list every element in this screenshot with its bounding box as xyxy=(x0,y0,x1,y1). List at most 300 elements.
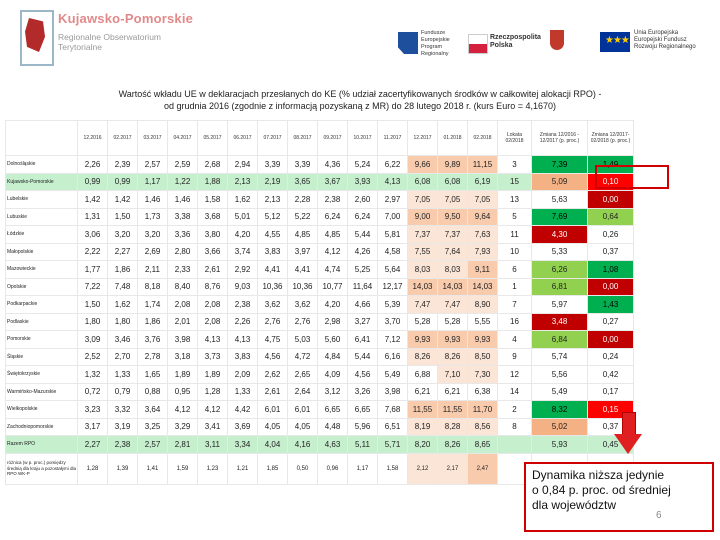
table-cell: 6,26 xyxy=(532,261,588,279)
table-cell: 2,27 xyxy=(108,243,138,261)
table-cell: 7,69 xyxy=(532,208,588,226)
table-cell: 2,38 xyxy=(228,296,258,314)
logo-subtitle xyxy=(58,32,188,52)
table-row xyxy=(6,348,634,366)
table-cell: 5,39 xyxy=(378,296,408,314)
table-header-col: Zmiana 12/2017-02/2018 (p. proc.) xyxy=(588,121,634,156)
table-cell: 3,39 xyxy=(258,156,288,174)
table-cell: 3,09 xyxy=(78,331,108,349)
table-cell: 2,09 xyxy=(228,366,258,384)
table-cell: 0,00 xyxy=(588,278,634,296)
table-cell: 0,88 xyxy=(138,383,168,401)
table-cell: 5,33 xyxy=(532,243,588,261)
table-cell: 1,31 xyxy=(78,208,108,226)
table-header-col: 02.2018 xyxy=(468,121,498,156)
table-cell: 5,11 xyxy=(348,436,378,454)
table-cell: 1,32 xyxy=(78,366,108,384)
eu-funds-line2: Europejskie xyxy=(421,37,450,43)
row-name: Opolskie xyxy=(6,278,78,296)
table-cell: 3,62 xyxy=(258,296,288,314)
table-cell: 4,05 xyxy=(288,418,318,436)
row-name: Dolnośląskie xyxy=(6,156,78,174)
footer-cell: 1,58 xyxy=(378,453,408,484)
region-crest-icon xyxy=(550,30,564,50)
table-cell: 8,26 xyxy=(438,348,468,366)
table-header-col: 04.2017 xyxy=(168,121,198,156)
table-row xyxy=(6,401,634,419)
table-cell: 2,08 xyxy=(168,296,198,314)
table-cell: 15 xyxy=(498,173,532,191)
table-cell: 6,19 xyxy=(468,173,498,191)
table-cell: 1,46 xyxy=(138,191,168,209)
row-name: Łódzkie xyxy=(6,226,78,244)
arrow-down-icon xyxy=(614,412,642,454)
table-cell: 3,29 xyxy=(168,418,198,436)
table-cell: 16 xyxy=(498,313,532,331)
table-cell: 5,02 xyxy=(532,418,588,436)
table-cell: 3,93 xyxy=(348,173,378,191)
table-cell: 8,26 xyxy=(438,436,468,454)
table-cell: 7,47 xyxy=(438,296,468,314)
table-cell: 2,92 xyxy=(228,261,258,279)
table-cell: 4,13 xyxy=(228,331,258,349)
table-cell: 2,19 xyxy=(258,173,288,191)
table-cell: 4,41 xyxy=(258,261,288,279)
data-table xyxy=(5,120,634,485)
table-cell: 5,64 xyxy=(378,261,408,279)
table-cell: 6 xyxy=(498,261,532,279)
table-cell: 2,78 xyxy=(138,348,168,366)
table-cell: 2,81 xyxy=(168,436,198,454)
polish-flag-icon xyxy=(468,34,488,54)
table-cell: 8,26 xyxy=(408,348,438,366)
table-cell: 2,64 xyxy=(288,383,318,401)
row-name: Zachodniopomorskie xyxy=(6,418,78,436)
table-cell: 7,68 xyxy=(378,401,408,419)
table-cell: 3,65 xyxy=(288,173,318,191)
table-cell: 2,08 xyxy=(198,313,228,331)
row-name: Małopolskie xyxy=(6,243,78,261)
table-cell: 4,26 xyxy=(348,243,378,261)
table-cell: 8,28 xyxy=(438,418,468,436)
table-cell: 3,48 xyxy=(532,313,588,331)
table-cell: 3,62 xyxy=(288,296,318,314)
table-cell: 5 xyxy=(498,208,532,226)
table-header-col: 09.2017 xyxy=(318,121,348,156)
table-row xyxy=(6,208,634,226)
footer-cell: 0,96 xyxy=(318,453,348,484)
table-cell: 8,03 xyxy=(438,261,468,279)
footer-cell: 1,59 xyxy=(168,453,198,484)
table-cell: 5,97 xyxy=(532,296,588,314)
table-cell: 4,12 xyxy=(318,243,348,261)
footer-cell: 0,50 xyxy=(288,453,318,484)
table-cell: 6,24 xyxy=(348,208,378,226)
eu-funds-logo xyxy=(398,30,460,58)
table-cell: 5,44 xyxy=(348,348,378,366)
table-cell: 8,40 xyxy=(168,278,198,296)
table-cell: 2,27 xyxy=(78,436,108,454)
table-cell: 4,72 xyxy=(288,348,318,366)
table-cell: 7,64 xyxy=(438,243,468,261)
table-cell: 11 xyxy=(498,226,532,244)
table-cell: 10,77 xyxy=(318,278,348,296)
eu-logo xyxy=(600,30,710,58)
table-cell: 1,50 xyxy=(78,296,108,314)
table-cell: 2 xyxy=(498,401,532,419)
table-cell: 14,03 xyxy=(408,278,438,296)
table-cell: 3,32 xyxy=(108,401,138,419)
table-cell: 0,99 xyxy=(108,173,138,191)
table-cell: 0,24 xyxy=(588,348,634,366)
note-line3: dla województw xyxy=(532,498,617,512)
table-cell: 3,68 xyxy=(198,208,228,226)
table-row xyxy=(6,331,634,349)
table-cell: 3 xyxy=(498,156,532,174)
row-name: Śląskie xyxy=(6,348,78,366)
table-cell: 0,27 xyxy=(588,313,634,331)
table-cell: 5,60 xyxy=(318,331,348,349)
table-cell: 1,86 xyxy=(108,261,138,279)
table-cell: 6,08 xyxy=(408,173,438,191)
table-cell: 9,50 xyxy=(438,208,468,226)
table-cell: 4,36 xyxy=(318,156,348,174)
table-cell: 10,36 xyxy=(288,278,318,296)
table-header-col: 03.2017 xyxy=(138,121,168,156)
table-cell: 12,17 xyxy=(378,278,408,296)
table-cell: 3,66 xyxy=(198,243,228,261)
table-cell: 2,69 xyxy=(138,243,168,261)
table-cell: 7,37 xyxy=(408,226,438,244)
table-cell: 5,28 xyxy=(438,313,468,331)
table-cell: 1,28 xyxy=(198,383,228,401)
table-cell: 7,37 xyxy=(438,226,468,244)
table-cell: 3,27 xyxy=(348,313,378,331)
table-header-name xyxy=(6,121,78,156)
table-cell: 5,49 xyxy=(378,366,408,384)
table-cell: 2,08 xyxy=(198,296,228,314)
table-cell: 7,12 xyxy=(378,331,408,349)
eu-funds-line3: Program Regionalny xyxy=(421,44,449,57)
table-cell: 4,13 xyxy=(198,331,228,349)
table-cell: 3,69 xyxy=(228,418,258,436)
table-cell: 2,70 xyxy=(108,348,138,366)
table-cell: 4,12 xyxy=(168,401,198,419)
table-cell: 6,84 xyxy=(532,331,588,349)
page-number: 6 xyxy=(656,510,662,521)
table-cell: 4,13 xyxy=(378,173,408,191)
eu-funds-line1: Fundusze xyxy=(421,30,446,36)
table-cell: 6,24 xyxy=(318,208,348,226)
table-cell: 3,70 xyxy=(378,313,408,331)
table-cell: 3,67 xyxy=(318,173,348,191)
table-cell: 1,89 xyxy=(198,366,228,384)
footer-cell: 1,21 xyxy=(228,453,258,484)
table-cell: 0,00 xyxy=(588,331,634,349)
table-cell: 1,80 xyxy=(78,313,108,331)
table-cell: 0,42 xyxy=(588,366,634,384)
table-cell: 7,39 xyxy=(532,156,588,174)
table-cell: 2,80 xyxy=(168,243,198,261)
table-cell: 4,12 xyxy=(198,401,228,419)
table-row xyxy=(6,313,634,331)
table-cell: 2,61 xyxy=(198,261,228,279)
table-cell: 9,93 xyxy=(438,331,468,349)
table-cell: 1,43 xyxy=(588,296,634,314)
table-cell: 4,56 xyxy=(348,366,378,384)
table-cell: 2,38 xyxy=(108,436,138,454)
logo-title: Kujawsko-Pomorskie xyxy=(58,11,194,26)
table-cell: 6,16 xyxy=(378,348,408,366)
table-cell: 1,46 xyxy=(168,191,198,209)
table-cell: 9,11 xyxy=(468,261,498,279)
table-cell: 4,55 xyxy=(258,226,288,244)
table-cell: 5,01 xyxy=(228,208,258,226)
table-cell: 9,00 xyxy=(408,208,438,226)
table-cell: 5,25 xyxy=(348,261,378,279)
table-header-col: 10.2017 xyxy=(348,121,378,156)
table-cell: 7,48 xyxy=(108,278,138,296)
eu-stars: ★★★ xyxy=(605,35,629,46)
table-cell: 2,98 xyxy=(318,313,348,331)
table-cell: 8,32 xyxy=(532,401,588,419)
table-cell: 11,15 xyxy=(468,156,498,174)
table-cell: 2,76 xyxy=(288,313,318,331)
table-cell: 2,62 xyxy=(258,366,288,384)
table-cell: 0,10 xyxy=(588,173,634,191)
table-cell: 14,03 xyxy=(438,278,468,296)
table-cell: 1,77 xyxy=(78,261,108,279)
table-cell: 1,88 xyxy=(198,173,228,191)
footer-cell: 1,23 xyxy=(198,453,228,484)
table-cell: 11,55 xyxy=(408,401,438,419)
table-cell: 9 xyxy=(498,348,532,366)
table-cell: 3,34 xyxy=(228,436,258,454)
table-cell: 2,01 xyxy=(168,313,198,331)
table-cell: 1,50 xyxy=(108,208,138,226)
table-header-col: 12.2016 xyxy=(78,121,108,156)
table-cell: 4,16 xyxy=(288,436,318,454)
eu-flag-icon xyxy=(600,32,630,52)
table-cell: 4,66 xyxy=(348,296,378,314)
table-cell: 2,13 xyxy=(258,191,288,209)
table-cell: 3,18 xyxy=(168,348,198,366)
table-cell: 0,15 xyxy=(588,401,634,419)
table-cell: 6,01 xyxy=(288,401,318,419)
table-cell: 4 xyxy=(498,331,532,349)
note-line2: o 0,84 p. proc. od średniej xyxy=(532,483,671,497)
ue-line3: Rozwoju Regionalnego xyxy=(634,44,696,50)
table-cell: 6,38 xyxy=(468,383,498,401)
table-cell: 11,55 xyxy=(438,401,468,419)
page-title xyxy=(30,88,690,112)
header xyxy=(0,0,720,78)
table-cell: 3,83 xyxy=(258,243,288,261)
table-cell: 3,25 xyxy=(138,418,168,436)
table-cell: 2,26 xyxy=(78,156,108,174)
table-cell: 2,57 xyxy=(138,156,168,174)
table-cell: 3,19 xyxy=(108,418,138,436)
table-cell: 3,20 xyxy=(138,226,168,244)
table-cell: 14 xyxy=(498,383,532,401)
table-cell: 5,28 xyxy=(408,313,438,331)
table-cell: 5,74 xyxy=(532,348,588,366)
table-cell: 5,63 xyxy=(532,191,588,209)
table-cell: 1,33 xyxy=(108,366,138,384)
table-cell: 2,11 xyxy=(138,261,168,279)
table-cell: 4,74 xyxy=(318,261,348,279)
footer-cell: 2,47 xyxy=(468,453,498,484)
table-cell: 7,22 xyxy=(78,278,108,296)
table-cell: 6,88 xyxy=(408,366,438,384)
table-cell: 3,76 xyxy=(138,331,168,349)
table-cell: 7,63 xyxy=(468,226,498,244)
table-cell: 2,22 xyxy=(78,243,108,261)
table-cell: 7,00 xyxy=(378,208,408,226)
table-cell: 4,41 xyxy=(288,261,318,279)
table-cell: 5,44 xyxy=(348,226,378,244)
table-cell: 2,13 xyxy=(228,173,258,191)
table-cell: 11,64 xyxy=(348,278,378,296)
table-cell: 2,65 xyxy=(288,366,318,384)
table-cell xyxy=(498,436,532,454)
footer-row-name: różnica (w p. proc.) pomiędzy średnią dla kraju a pozostałymi dla RPO WK-P xyxy=(6,453,78,484)
table-cell: 3,11 xyxy=(198,436,228,454)
table-cell: 1,65 xyxy=(138,366,168,384)
table-cell: 5,03 xyxy=(288,331,318,349)
row-name: Lubuskie xyxy=(6,208,78,226)
table-cell: 3,39 xyxy=(288,156,318,174)
note-line1: Dynamika niższa jedynie xyxy=(532,468,665,482)
row-name: Warmińsko-Mazurskie xyxy=(6,383,78,401)
table-cell: 4,04 xyxy=(258,436,288,454)
table-cell: 2,26 xyxy=(228,313,258,331)
table-cell: 1,73 xyxy=(138,208,168,226)
table-cell: 3,20 xyxy=(108,226,138,244)
table-cell: 2,38 xyxy=(318,191,348,209)
table-body xyxy=(6,156,634,485)
logo-sub-line1: Regionalne Obserwatorium xyxy=(58,32,161,42)
highlight-box xyxy=(595,165,669,189)
table-cell: 1,86 xyxy=(138,313,168,331)
table-cell: 6,21 xyxy=(408,383,438,401)
table-cell: 1,80 xyxy=(108,313,138,331)
eu-funds-icon xyxy=(398,32,418,54)
table-cell: 2,94 xyxy=(228,156,258,174)
table-cell: 3,06 xyxy=(78,226,108,244)
table-row xyxy=(6,261,634,279)
table-cell: 6,22 xyxy=(378,156,408,174)
note-callout xyxy=(524,462,714,532)
table-cell: 2,68 xyxy=(198,156,228,174)
table-cell: 6,51 xyxy=(378,418,408,436)
table-header-col: 05.2017 xyxy=(198,121,228,156)
table-cell: 1,49 xyxy=(588,156,634,174)
table-cell: 5,71 xyxy=(378,436,408,454)
table-cell: 8,65 xyxy=(468,436,498,454)
table-header-col: 12.2017 xyxy=(408,121,438,156)
table-cell: 8,90 xyxy=(468,296,498,314)
table-cell: 1,22 xyxy=(168,173,198,191)
footer-cell: 1,85 xyxy=(258,453,288,484)
table-cell: 6,65 xyxy=(318,401,348,419)
row-name: Świętokrzyskie xyxy=(6,366,78,384)
ue-line1: Unia Europejska xyxy=(634,30,679,36)
table-cell: 5,09 xyxy=(532,173,588,191)
table-cell: 3,23 xyxy=(78,401,108,419)
footer-cell: 2,12 xyxy=(408,453,438,484)
table-cell: 4,05 xyxy=(258,418,288,436)
table-cell: 1,33 xyxy=(228,383,258,401)
table-cell: 8,19 xyxy=(408,418,438,436)
footer-cell: 1,28 xyxy=(78,453,108,484)
table-cell: 1,08 xyxy=(588,261,634,279)
table-cell: 8 xyxy=(498,418,532,436)
title-line1: Wartość wkładu UE w deklaracjach przesłanych do KE (% udział zacertyfikowanych środków w całkowitej alokacji RPO) - xyxy=(118,89,602,99)
table-cell: 1,62 xyxy=(228,191,258,209)
table-header-col: 02.2017 xyxy=(108,121,138,156)
table-row xyxy=(6,191,634,209)
table-cell: 4,20 xyxy=(228,226,258,244)
table-cell: 7,05 xyxy=(408,191,438,209)
table-cell: 3,74 xyxy=(228,243,258,261)
table-cell: 9,89 xyxy=(438,156,468,174)
row-name: Wielkopolskie xyxy=(6,401,78,419)
table-cell: 3,26 xyxy=(348,383,378,401)
table-cell: 13 xyxy=(498,191,532,209)
table-cell: 8,18 xyxy=(138,278,168,296)
table-cell: 5,81 xyxy=(378,226,408,244)
table-cell: 7,93 xyxy=(468,243,498,261)
table-row xyxy=(6,173,634,191)
row-name: Kujawsko-Pomorskie xyxy=(6,173,78,191)
row-name: Lubelskie xyxy=(6,191,78,209)
rp-line1: Rzeczpospolita xyxy=(490,34,541,41)
table-cell: 11,70 xyxy=(468,401,498,419)
table-cell: 4,56 xyxy=(258,348,288,366)
table-header-col: 07.2017 xyxy=(258,121,288,156)
table-cell: 4,85 xyxy=(288,226,318,244)
table-cell: 4,48 xyxy=(318,418,348,436)
table-header-col: Zmiana 12/2016 - 12/2017 (p. proc.) xyxy=(532,121,588,156)
table-cell: 10,36 xyxy=(258,278,288,296)
table-cell: 3,98 xyxy=(168,331,198,349)
table-row xyxy=(6,436,634,454)
table-cell: 3,64 xyxy=(138,401,168,419)
table-cell: 2,61 xyxy=(258,383,288,401)
title-line2: od grudnia 2016 (zgodnie z informacją pozyskaną z MR) do 28 lutego 2018 r. (kurs Euro = 4,1670) xyxy=(164,101,556,111)
table-cell: 4,58 xyxy=(378,243,408,261)
row-name: Podkarpackie xyxy=(6,296,78,314)
table-cell: 4,84 xyxy=(318,348,348,366)
table-cell: 4,30 xyxy=(532,226,588,244)
table-cell: 0,64 xyxy=(588,208,634,226)
row-name: Mazowieckie xyxy=(6,261,78,279)
table-cell: 8,76 xyxy=(198,278,228,296)
table-cell: 2,39 xyxy=(108,156,138,174)
table-cell: 10 xyxy=(498,243,532,261)
table-cell: 5,49 xyxy=(532,383,588,401)
table-cell: 5,56 xyxy=(532,366,588,384)
table-cell: 12 xyxy=(498,366,532,384)
table-cell: 8,56 xyxy=(468,418,498,436)
table-cell: 3,17 xyxy=(78,418,108,436)
table-cell: 2,97 xyxy=(378,191,408,209)
row-name: Pomorskie xyxy=(6,331,78,349)
table-cell: 7,05 xyxy=(468,191,498,209)
table-cell: 5,12 xyxy=(258,208,288,226)
table-cell: 9,03 xyxy=(228,278,258,296)
